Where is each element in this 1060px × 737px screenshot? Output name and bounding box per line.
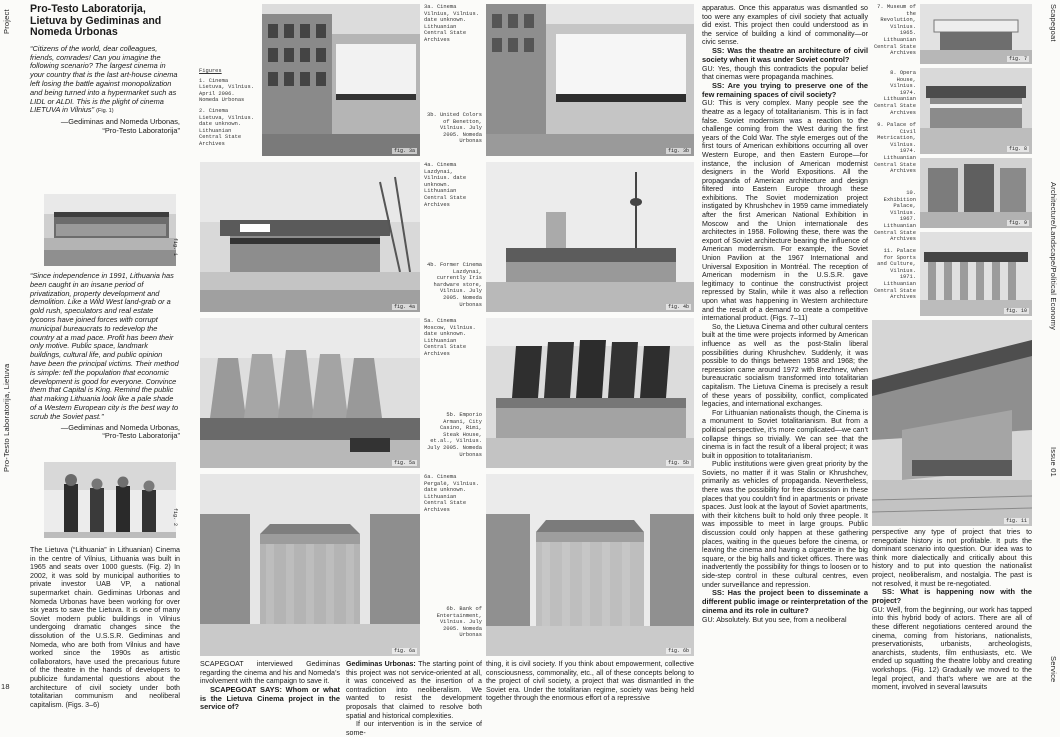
fig9-label: fig. 9 bbox=[1008, 220, 1027, 226]
photo-cinema-lietuva-2006 bbox=[44, 194, 176, 266]
margin-section-label: Project bbox=[2, 9, 11, 34]
article-title: Pro-Testo Laboratorija, Lietuva by Gediminas and Nomeda Urbonas bbox=[30, 3, 162, 39]
figures-heading: Figures bbox=[199, 68, 222, 74]
question-3: SS: Are you trying to preserve one of the few remaining spaces of civil society? bbox=[702, 80, 868, 99]
fig8-label: fig. 8 bbox=[1008, 146, 1027, 152]
photo-fig7-museum-revolution bbox=[920, 4, 1032, 64]
fig10-label: fig. 10 bbox=[1005, 308, 1027, 314]
article-column-left-quote2 bbox=[30, 272, 180, 441]
interview-column-right: apparatus. Once this apparatus was dismantled so too were any examples of civil society that actually did exist. This project then could understood as in the service of building a kind of commonality—or civic sense. SS: Was the theatre an architecture of civil society when it was under Soviet control? GU: Yes, though this contradicts the popular belief that cinemas were propaganda machines. SS: Are you trying to preserve one of the few remaining spaces of civil society? GU: This is very complex. Many people see the theatre as a legacy of totalitarianism. This is in fact false. Soviet modernism was a reaction to the challenge coming from the West during the first years of the Cold War. The style emerges out of the first tours of American exhibitions occurring all over Western Europe, and then Eastern Europe—for instance, the inclusion of American modernist designers in the World Expositions. All the propaganda of American architecture and design filtered into Eastern Europe through these exhibitions. The Soviet modernization project instigated by Khrushchev in 1959 came immediately after the first American National Exhibition in Moscow and the Union internationale des architectes in 1958. Following these, there was the export of Soviet architecture bearing the influence of American modernism. For example, the Soviet Union Pavilion at the 1967 International and Universal Exposition in Montréal. The reception of American modernism in the U.S.S.R. gave legitimacy to continue the constructivist project repressed by Stalin, while it was also a reflection upon what was happening in Western architecture and the result of a demand to create a competitive international product. (Figs. 7–11) So, the Lietuva Cinema and other cultural centers built at the time were projects informed by American influence as well as the post-Stalin liberal possibilities during Khrushchev. Suddenly, it was possible to do things between 1958 and 1968; the repression came around 1972 with Brezhnev, when bureaucratic socialism transformed into totalitarian capitalism. The Lietuva Cinema is precisely a result of these years of possibility, conflict, complicated legacies, and international exchanges. For Lithuanian nationalists though, the Cinema is a monument to Soviet totalitarianism. But from a political perspective, it’s more complicated—we can’t collapse things so trivially. We can see that the cinema is in fact the result of a liberal project; it was built in opposition to totalitarianism. Public institutions were given great priority by the Soviets, no matter if it was Stalin or Khrushchev, primarily as vehicles of propaganda. Nevertheless, there was the possibility for free discussion in these places that you couldn’t find in apartments or private spaces. Just look at the layout of Soviet apartments, with their kitchens built to hold only three people. It was impossible to meet in large groups. Public discussion could only happen at these gathering places, waiting in the queues before the cinema, or leaving the cinema and having a cigarette in the big square, or the big halls and ticket offices. There was inadvertently the possibility for things to loosen or to side-step control in these cultural centres, even under surveillance and repression. SS: Has the project been to disseminate a different public image or reinterpretation of the cinema and its role in culture? GU: Absolutely. But you see, from a neoliberal bbox=[702, 4, 868, 624]
fig3b-label: fig. 3b bbox=[667, 148, 689, 154]
fig4b-label: fig. 4b bbox=[667, 304, 689, 310]
caption-fig4a: 4a. Cinema Lazdynai, Vilnius. date unknown. Lithuanian Central State Archives bbox=[424, 162, 467, 208]
interview-answer-1-cont: thing, it is civil society. If you think about empowerment, collective consciousness, commonality, etc., all of these concepts belong to the project of civil society, a project that was dismantled in the Soviet era. Under the totalitarian regime, society was being held together through the enormous effort of a repressive bbox=[486, 660, 694, 703]
question-5: SS: What is happening now with the project? bbox=[872, 587, 1032, 605]
photo-fig4b-hardware-store bbox=[486, 162, 694, 312]
page-number: 18 bbox=[1, 682, 10, 691]
pull-quote-1: “Citizens of the world, dear colleagues, friends, comrades! Can you imagine the following scenario? The largest cinema in your country that is the last art-house cinema left losing the battle against monopolization and being turned into a hypermarket such as LIDL or ALDI. This is the plight of cinema LIETUVA in Vilnius” (Fig. 1) bbox=[30, 43, 178, 115]
question-2: SS: Was the theatre an architecture of civil society when it was under Soviet control? bbox=[702, 45, 868, 64]
caption-fig10: 10. Exhibition Palace, Vilnius. 1967. Lithuanian Central State Archives bbox=[873, 190, 916, 243]
fig7-label: fig. 7 bbox=[1008, 56, 1027, 62]
photo-fig6a-cinema-pergale bbox=[200, 474, 420, 656]
fig11-label: fig. 11 bbox=[1005, 518, 1027, 524]
caption-fig3a: 3a. Cinema Vilnius, Vilnius. date unknown. Lithuanian Central State Archives bbox=[424, 4, 479, 43]
intro-paragraph: The Lietuva (“Lithuania” in Lithuanian) Cinema in the centre of Vilnius, Lithuania was built in 1965 and seats over 1000 guests. (Fig. 2) In 2002, it was sold by municipal authorities to private investor UAB VP, a national supermarket chain. Gediminas Urbonas and Nomeda Urbonas have been working for over six years to save the Lietuva. It is one of many Soviet modern public buildings in Vilnius undergoing dramatic changes since the dissolution of the U.S.S.R. Gediminas and Nomeda, who are both from Vilnius and have worked since the 1990s as artistic collaborators, have used the precarious future of the theatre in the hands of developers to publicize fundamental questions about the architecture of civil society under both totalitarian communism and neoliberal capitalism. (Figs. 3–6) bbox=[30, 546, 180, 709]
photo-fig11-palace-sports bbox=[872, 320, 1032, 526]
photo-fig5a-cinema-moscow bbox=[200, 318, 420, 468]
caption-fig8: 8. Opera House, Vilnius. 1974. Lithuanian Central State Archives bbox=[873, 70, 916, 116]
photo-protesters-cinema bbox=[44, 462, 176, 538]
question-4: SS: Has the project been to disseminate a different public image or reinterpretation of the cinema and its role in culture? bbox=[702, 588, 868, 615]
fig5a-label: fig. 5a bbox=[393, 460, 415, 466]
figures-caption-block bbox=[199, 68, 257, 148]
margin-theme: Service bbox=[1049, 656, 1058, 683]
interview-answer-1: Gediminas Urbonas: The starting point of this project was not service-oriented at all, it was conceived as the insertion of a contradiction into neoliberalism. We wanted to resist the development proposals that claimed to resolve both spatial and historical complexities. If our intervention is in the service of some- bbox=[346, 660, 482, 737]
pull-quote-2-attribution: —Gediminas and Nomeda Urbonas, “Pro-Testo Laboratorija” bbox=[60, 422, 180, 441]
caption-fig7: 7. Museum of the Revolution, Vilnius. 1965. Lithuanian Central State Archives bbox=[873, 4, 916, 57]
margin-journal-name: Scapegoat bbox=[1049, 4, 1058, 42]
interview-column-far-right: perspective any type of project that tries to renegotiate history is not profitable. It puts the dominant scenario into question. Our idea was to think more dialectically and critically about this history and to put into question the nationalist project, neoliberalism, and nostalgia. The past is not resolved, it must be re-negotiated. SS: What is happening now with the project? GU: Well, from the beginning, our work has tapped into this hybrid body of actors. There are all of these different negotiations centered around the cinema, coming from historians, nationalists, preservationists, urbanists, archeologists, anarchists, students, film enthusiasts, etc. We ended up squatting the theatre lobby and creating workshops. (Fig. 12) Gradually we moved to the legal project, and that’s where we are at the moment, involved in several lawsuits bbox=[872, 528, 1032, 692]
interview-intro: SCAPEGOAT interviewed Gediminas regarding the cinema and his and Nomeda’s involvement with the campaign to save it. bbox=[200, 660, 340, 686]
fig3a-label: fig. 3a bbox=[393, 148, 415, 154]
caption-fig5b: 5b. Emporio Armani, City Casino, Rimi, Steak House, et.al., Vilnius. July 2005. Nomeda Urbonas bbox=[427, 412, 482, 458]
caption-fig5a: 5a. Cinema Moscow, Vilnius. date unknown. Lithuanian Central State Archives bbox=[424, 318, 476, 357]
photo-fig3a-cinema-vilnius bbox=[262, 4, 420, 156]
fig5b-label: fig. 5b bbox=[667, 460, 689, 466]
article-column-left bbox=[30, 4, 180, 136]
caption-fig4b: 4b. Former Cinema Lazdynai, currently Iris hardware store, Vilnius. July 2005. Nomeda Urbonas bbox=[427, 262, 482, 308]
photo-fig3b-benetton bbox=[486, 4, 694, 156]
caption-fig9: 9. Palace of Civil Metrication, Vilnius. 1974. Lithuanian Central State Archives bbox=[873, 122, 916, 175]
caption-fig1: 1. Cinema Lietuva, Vilnius. April 2006. Nomeda Urbonas bbox=[199, 77, 254, 104]
caption-fig6b: 6b. Bank of Entertainment, Vilnius. July 2005. Nomeda Urbonas bbox=[436, 606, 482, 639]
photo-fig9-civil-metrication bbox=[920, 158, 1032, 228]
fig6a-label: fig. 6a bbox=[393, 648, 415, 654]
caption-fig11: 11. Palace for Sports and Culture, Vilnius. 1971. Lithuanian Central State Archives bbox=[873, 248, 916, 301]
pull-quote-1-attribution: —Gediminas and Nomeda Urbonas, “Pro-Testo Laboratorija” bbox=[60, 117, 180, 135]
question-1: SCAPEGOAT SAYS: Whom or what is the Lietuva Cinema project in the service of? bbox=[200, 684, 340, 712]
fig4a-label: fig. 4a bbox=[393, 304, 415, 310]
photo-fig6b-bank-entertainment bbox=[486, 474, 694, 656]
interview-intro-column bbox=[200, 660, 340, 712]
fig6b-label: fig. 6b bbox=[667, 648, 689, 654]
photo-fig10-exhibition-palace bbox=[920, 232, 1032, 316]
margin-article-title: Pro-Testo Laboratorija, Lietuva bbox=[2, 363, 11, 472]
margin-journal-subtitle: Architecture/Landscape/Political Economy bbox=[1049, 182, 1058, 331]
margin-issue: Issue 01 bbox=[1049, 447, 1058, 477]
photo-fig5b-emporio-armani bbox=[486, 318, 694, 468]
pull-quote-2: “Since independence in 1991, Lithuania has been caught in an insane period of privatization, property development and demolition. Like a Wild West land-grab or a gold rush, speculators and real estate tycoons have joined forces with corrupt municipal bureaucrats to redevelop the country at a mad pace. Profit has been their only motive. Public space, landmark buildings, cultural life, and public opinion have been the principal victims. Their method is simple: tell the population that economic development is good for everyone. Convince them that Capital is King. Remind the public that making Lithuania look like a pale shade of a Western European city is the best way to scrub the Soviet past.” bbox=[30, 271, 179, 421]
fig2-label: fig. 2 bbox=[172, 508, 178, 527]
photo-fig4a-cinema-lazdynai bbox=[200, 162, 420, 312]
photo-fig8-opera-house bbox=[920, 68, 1032, 154]
caption-fig2: 2. Cinema Lietuva, Vilnius. date unknown. Lithuanian Central State Archives bbox=[199, 107, 254, 147]
fig1-label: fig. 1 bbox=[172, 238, 178, 257]
caption-fig3b: 3b. United Colors of Benetton, Vilnius. July 2005. Nomeda Urbonas bbox=[427, 112, 482, 145]
caption-fig6a: 6a. Cinema Pergalė, Vilnius. date unknown. Lithuanian Central State Archives bbox=[424, 474, 479, 513]
